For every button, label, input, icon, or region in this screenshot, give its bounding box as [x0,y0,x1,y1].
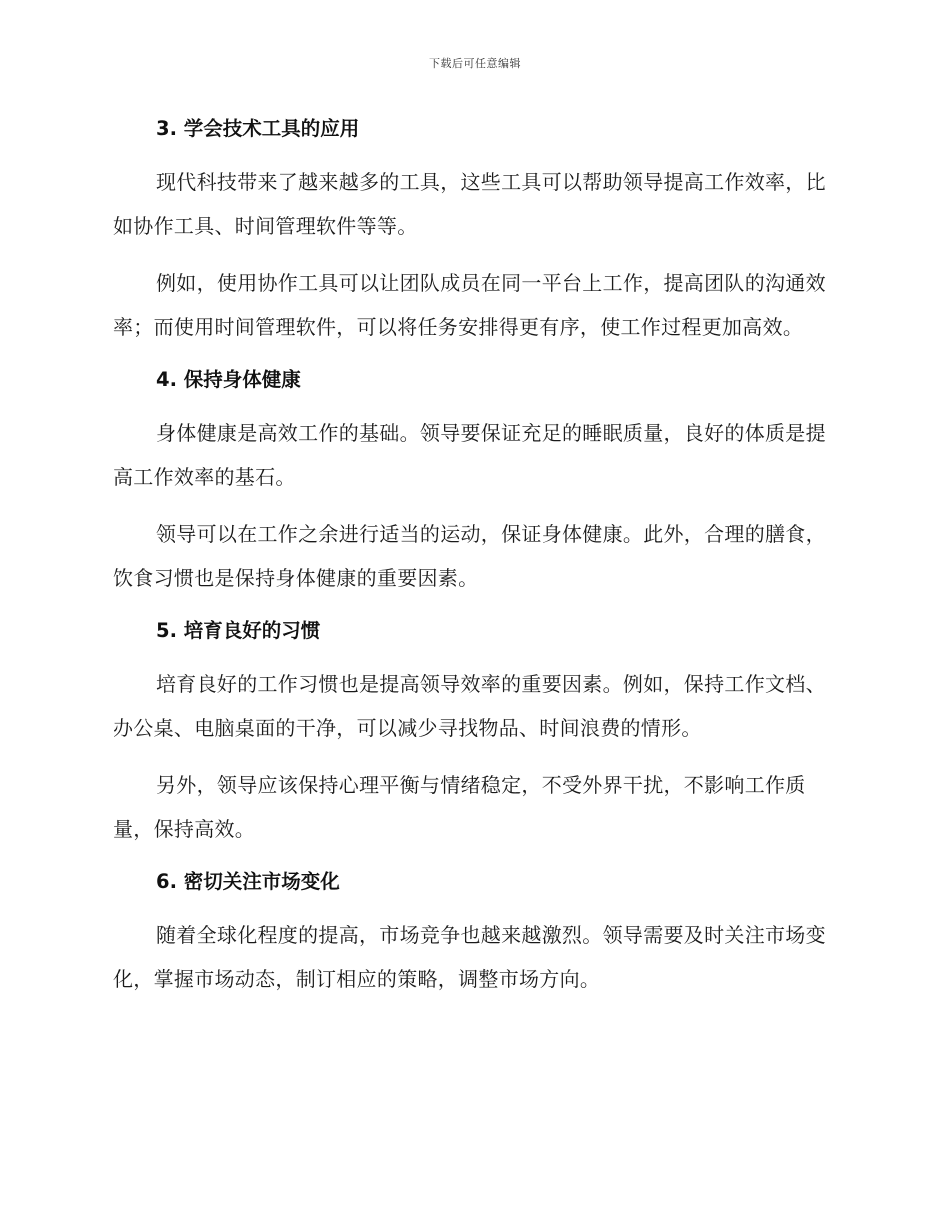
page-header: 下载后可任意编辑 [429,57,521,70]
section-5 [113,614,831,851]
paragraph: 现代科技带来了越来越多的工具，这些工具可以帮助领导提高工作效率，比如协作工具、时间管理软件等等。 [113,170,826,238]
paragraph: 另外，领导应该保持心理平衡与情绪稳定，不受外界干扰，不影响工作质量，保持高效。 [113,773,806,841]
paragraph: 随着全球化程度的提高，市场竞争也越来越激烈。领导需要及时关注市场变化，掌握市场动态，制订相应的策略，调整市场方向。 [113,923,826,991]
section-heading: 4. 保持身体健康 [156,368,301,391]
paragraph: 例如，使用协作工具可以让团队成员在同一平台上工作，提高团队的沟通效率；而使用时间管理软件，可以将任务安排得更有序，使工作过程更加高效。 [113,271,826,339]
paragraph: 培育良好的工作习惯也是提高领导效率的重要因素。例如，保持工作文档、办公桌、电脑桌面的干净，可以减少寻找物品、时间浪费的情形。 [113,672,826,740]
section-4 [113,363,831,600]
paragraph: 身体健康是高效工作的基础。领导要保证充足的睡眠质量，良好的体质是提高工作效率的基石。 [113,421,826,489]
section-heading: 5. 培育良好的习惯 [156,619,321,642]
section-heading: 6. 密切关注市场变化 [156,870,340,893]
document-body [113,112,831,1001]
section-3 [113,112,831,349]
section-heading: 3. 学会技术工具的应用 [156,117,360,140]
paragraph: 领导可以在工作之余进行适当的运动，保证身体健康。此外，合理的膳食，饮食习惯也是保持身体健康的重要因素。 [113,522,826,590]
section-6 [113,865,831,1001]
